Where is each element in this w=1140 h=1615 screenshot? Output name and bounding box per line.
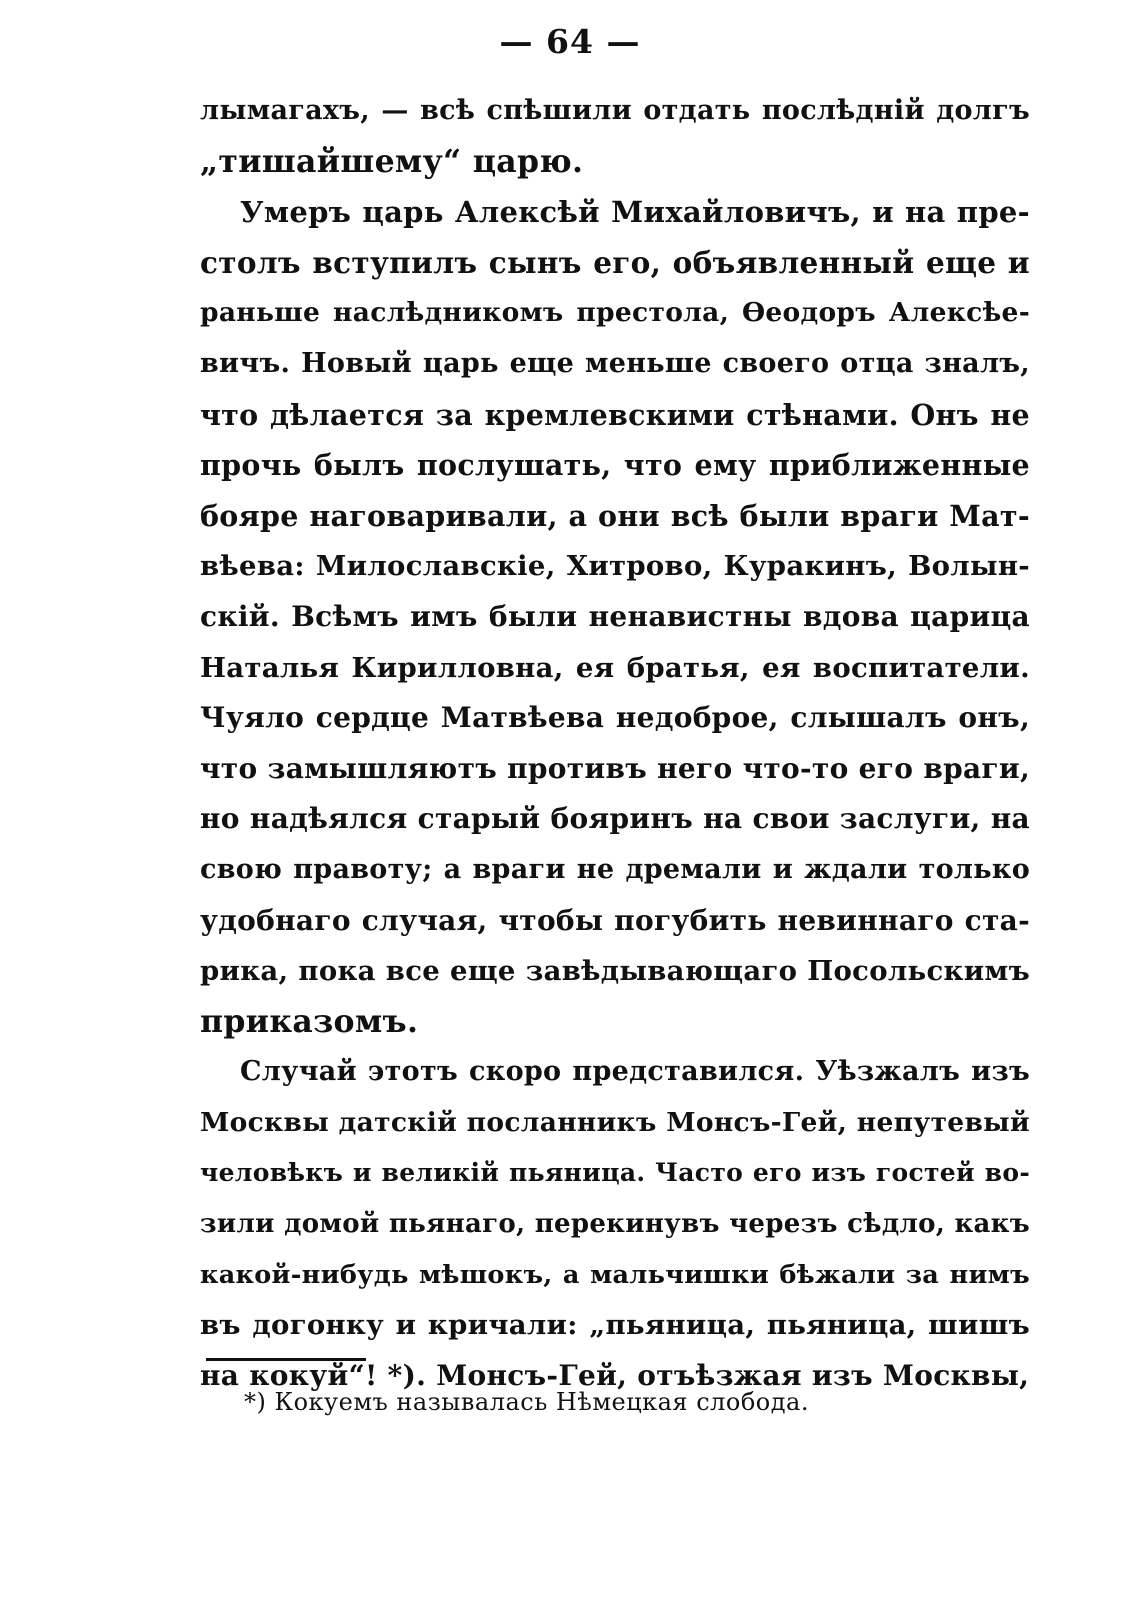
text-line: на кокуй“! *). Монсъ-Гей, отъѣзжая изъ Москвы, [200,1358,1030,1392]
text-line: удобнаго случая, чтобы погубить невиннаго ста- [200,903,1030,937]
text-line: Москвы датскій посланникъ Монсъ-Гей, непутевый [200,1106,1030,1138]
text-line: какой-нибудь мѣшокъ, а мальчишки бѣжали за нимъ [200,1259,1030,1290]
footnote: *) Кокуемъ называлась Нѣмецкая слобода. [244,1388,809,1416]
text-line: раньше наслѣдникомъ престола, Ѳеодоръ Алексѣе- [200,297,1030,329]
text-line: но надѣялся старый бояринъ на свои заслуги, на [200,802,1030,836]
body-text [200,86,1030,1401]
text-line: въ догонку и кричали: „пьяница, пьяница, шишъ [200,1309,1030,1342]
text-line: столъ вступилъ сынъ его, объявленный еще и [200,244,1030,280]
text-line: приказомъ. [200,1002,419,1040]
page-number: — 64 — [499,22,641,61]
text-line: зили домой пьянаго, перекинувъ черезъ сѣдло, какъ [200,1209,1030,1240]
text-line: что дѣлается за кремлевскими стѣнами. Онъ не [200,397,1030,432]
text-line: вичъ. Новый царь еще меньше своего отца зналъ, [200,347,1030,379]
text-line: Наталья Кирилловна, ея братья, ея воспитатели. [200,651,1030,684]
text-line: что замышляютъ противъ него что-то его враги, [200,751,1030,785]
footnote-divider [206,1358,366,1361]
text-line: скій. Всѣмъ имъ были ненавистны вдова царица [200,599,1030,633]
paragraph [200,1047,1030,1401]
text-line: свою правоту; а враги не дремали и ждали только [200,853,1030,885]
text-line: „тишайшему“ царю. [200,142,584,180]
text-line: Умеръ царь Алексѣй Михайловичъ, и на пре- [240,195,1030,230]
paragraph [200,187,1030,1047]
text-line: человѣкъ и великій пьяница. Часто его изъ гостей во- [200,1158,1030,1188]
text-line: Случай этотъ скоро представился. Уѣзжалъ изъ [240,1056,1030,1088]
text-line: вѣева: Милославскіе, Хитрово, Куракинъ, Волын- [200,550,1030,583]
text-line: лымагахъ, — всѣ спѣшили отдать послѣдній долгъ [200,95,1030,126]
text-line: Чуяло сердце Матвѣева недоброе, слышалъ онъ, [200,701,1030,735]
text-line: бояре наговаривали, а они всѣ были враги Мат- [200,498,1030,533]
text-line: прочь былъ послушать, что ему приближенные [200,448,1030,483]
paragraph [200,86,1030,187]
text-line: рика, пока все еще завѣдывающаго Посольскимъ [200,955,1030,988]
